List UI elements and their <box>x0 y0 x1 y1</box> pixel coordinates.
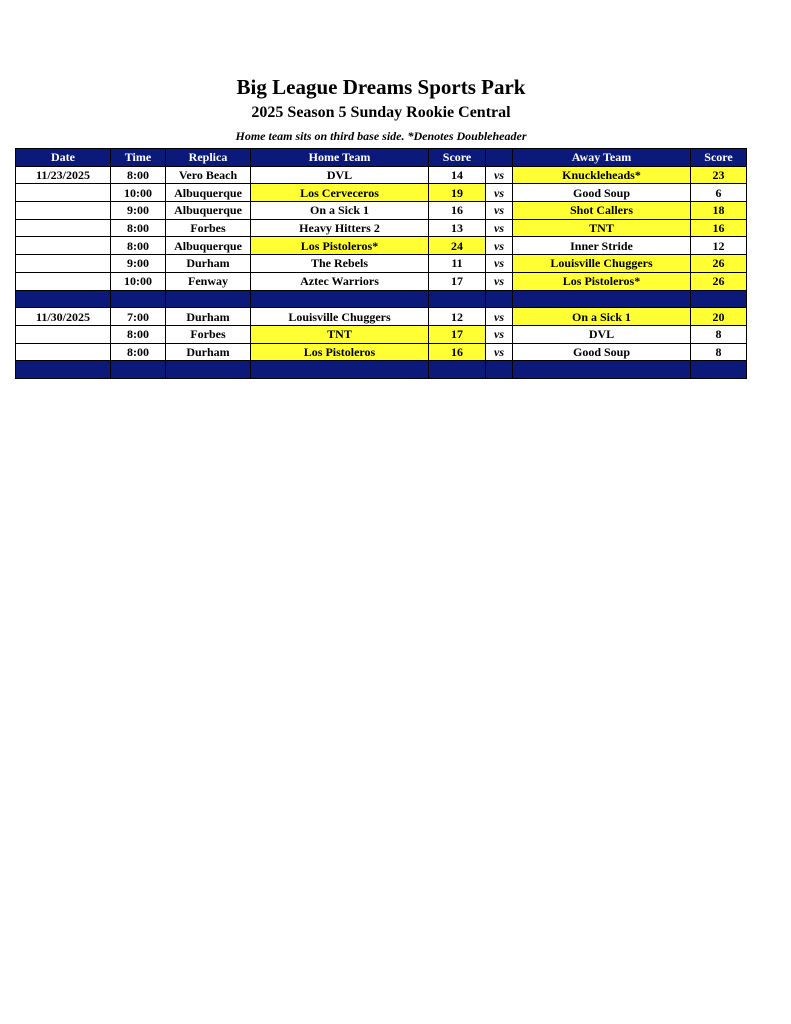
away-team-cell: Los Pistoleros* <box>513 272 691 290</box>
date-cell <box>16 255 111 273</box>
separator-cell <box>16 290 111 308</box>
col-header-away-score: Score <box>691 149 747 167</box>
schedule-table <box>15 148 747 379</box>
date-cell <box>16 202 111 220</box>
col-header-away-team: Away Team <box>513 149 691 167</box>
replica-cell: Durham <box>166 255 251 273</box>
date-cell: 11/30/2025 <box>16 308 111 326</box>
away-team-cell: TNT <box>513 219 691 237</box>
time-cell: 10:00 <box>111 184 166 202</box>
home-team-cell: The Rebels <box>251 255 429 273</box>
table-row <box>16 255 747 273</box>
date-cell <box>16 237 111 255</box>
table-row <box>16 272 747 290</box>
home-score-cell: 14 <box>429 166 486 184</box>
date-cell <box>16 219 111 237</box>
replica-cell: Albuquerque <box>166 202 251 220</box>
col-header-home-score: Score <box>429 149 486 167</box>
separator-cell <box>429 361 486 379</box>
away-score-cell: 18 <box>691 202 747 220</box>
vs-cell: vs <box>486 308 513 326</box>
away-team-cell: Good Soup <box>513 184 691 202</box>
home-score-cell: 13 <box>429 219 486 237</box>
vs-cell: vs <box>486 202 513 220</box>
schedule-body <box>16 166 747 378</box>
replica-cell: Albuquerque <box>166 237 251 255</box>
time-cell: 10:00 <box>111 272 166 290</box>
table-row <box>16 184 747 202</box>
away-team-cell: Shot Callers <box>513 202 691 220</box>
away-score-cell: 26 <box>691 255 747 273</box>
away-team-cell: Louisville Chuggers <box>513 255 691 273</box>
home-score-cell: 16 <box>429 202 486 220</box>
separator-cell <box>166 361 251 379</box>
home-score-cell: 24 <box>429 237 486 255</box>
time-cell: 8:00 <box>111 237 166 255</box>
separator-cell <box>691 290 747 308</box>
vs-cell: vs <box>486 272 513 290</box>
table-row <box>16 325 747 343</box>
replica-cell: Vero Beach <box>166 166 251 184</box>
vs-cell: vs <box>486 166 513 184</box>
replica-cell: Albuquerque <box>166 184 251 202</box>
vs-cell: vs <box>486 343 513 361</box>
separator-cell <box>429 290 486 308</box>
replica-cell: Forbes <box>166 325 251 343</box>
home-score-cell: 19 <box>429 184 486 202</box>
time-cell: 8:00 <box>111 219 166 237</box>
separator-cell <box>111 361 166 379</box>
home-team-cell: Aztec Warriors <box>251 272 429 290</box>
away-score-cell: 8 <box>691 343 747 361</box>
time-cell: 7:00 <box>111 308 166 326</box>
away-score-cell: 20 <box>691 308 747 326</box>
separator-cell <box>16 361 111 379</box>
home-team-cell: On a Sick 1 <box>251 202 429 220</box>
separator-cell <box>111 290 166 308</box>
page-title: Big League Dreams Sports Park <box>236 75 526 99</box>
separator-cell <box>251 290 429 308</box>
home-score-cell: 16 <box>429 343 486 361</box>
time-cell: 8:00 <box>111 325 166 343</box>
separator-row <box>16 361 747 379</box>
table-row <box>16 219 747 237</box>
table-row <box>16 343 747 361</box>
date-cell <box>16 272 111 290</box>
schedule-note: Home team sits on third base side. *Denotes Doubleheader <box>235 129 527 143</box>
away-team-cell: Knuckleheads* <box>513 166 691 184</box>
separator-cell <box>166 290 251 308</box>
time-cell: 9:00 <box>111 202 166 220</box>
table-row <box>16 237 747 255</box>
replica-cell: Durham <box>166 343 251 361</box>
time-cell: 8:00 <box>111 166 166 184</box>
away-team-cell: Good Soup <box>513 343 691 361</box>
separator-cell <box>251 361 429 379</box>
away-score-cell: 8 <box>691 325 747 343</box>
separator-cell <box>513 361 691 379</box>
away-score-cell: 16 <box>691 219 747 237</box>
table-row <box>16 202 747 220</box>
vs-cell: vs <box>486 255 513 273</box>
home-score-cell: 17 <box>429 272 486 290</box>
separator-cell <box>486 361 513 379</box>
home-team-cell: Heavy Hitters 2 <box>251 219 429 237</box>
home-score-cell: 11 <box>429 255 486 273</box>
replica-cell: Fenway <box>166 272 251 290</box>
col-header-vs <box>486 149 513 167</box>
table-row <box>16 166 747 184</box>
replica-cell: Forbes <box>166 219 251 237</box>
home-team-cell: DVL <box>251 166 429 184</box>
home-team-cell: TNT <box>251 325 429 343</box>
away-team-cell: DVL <box>513 325 691 343</box>
col-header-home-team: Home Team <box>251 149 429 167</box>
separator-cell <box>513 290 691 308</box>
home-team-cell: Louisville Chuggers <box>251 308 429 326</box>
away-team-cell: Inner Stride <box>513 237 691 255</box>
separator-cell <box>691 361 747 379</box>
home-score-cell: 17 <box>429 325 486 343</box>
col-header-time: Time <box>111 149 166 167</box>
vs-cell: vs <box>486 325 513 343</box>
col-header-date: Date <box>16 149 111 167</box>
time-cell: 8:00 <box>111 343 166 361</box>
away-team-cell: On a Sick 1 <box>513 308 691 326</box>
home-team-cell: Los Pistoleros <box>251 343 429 361</box>
away-score-cell: 12 <box>691 237 747 255</box>
away-score-cell: 6 <box>691 184 747 202</box>
separator-cell <box>486 290 513 308</box>
away-score-cell: 26 <box>691 272 747 290</box>
date-cell: 11/23/2025 <box>16 166 111 184</box>
home-score-cell: 12 <box>429 308 486 326</box>
vs-cell: vs <box>486 184 513 202</box>
col-header-replica: Replica <box>166 149 251 167</box>
home-team-cell: Los Pistoleros* <box>251 237 429 255</box>
vs-cell: vs <box>486 237 513 255</box>
separator-row <box>16 290 747 308</box>
replica-cell: Durham <box>166 308 251 326</box>
home-team-cell: Los Cerveceros <box>251 184 429 202</box>
away-score-cell: 23 <box>691 166 747 184</box>
date-cell <box>16 325 111 343</box>
table-row <box>16 308 747 326</box>
page-subtitle: 2025 Season 5 Sunday Rookie Central <box>251 104 511 121</box>
time-cell: 9:00 <box>111 255 166 273</box>
vs-cell: vs <box>486 219 513 237</box>
date-cell <box>16 343 111 361</box>
table-header-row <box>16 149 747 167</box>
date-cell <box>16 184 111 202</box>
